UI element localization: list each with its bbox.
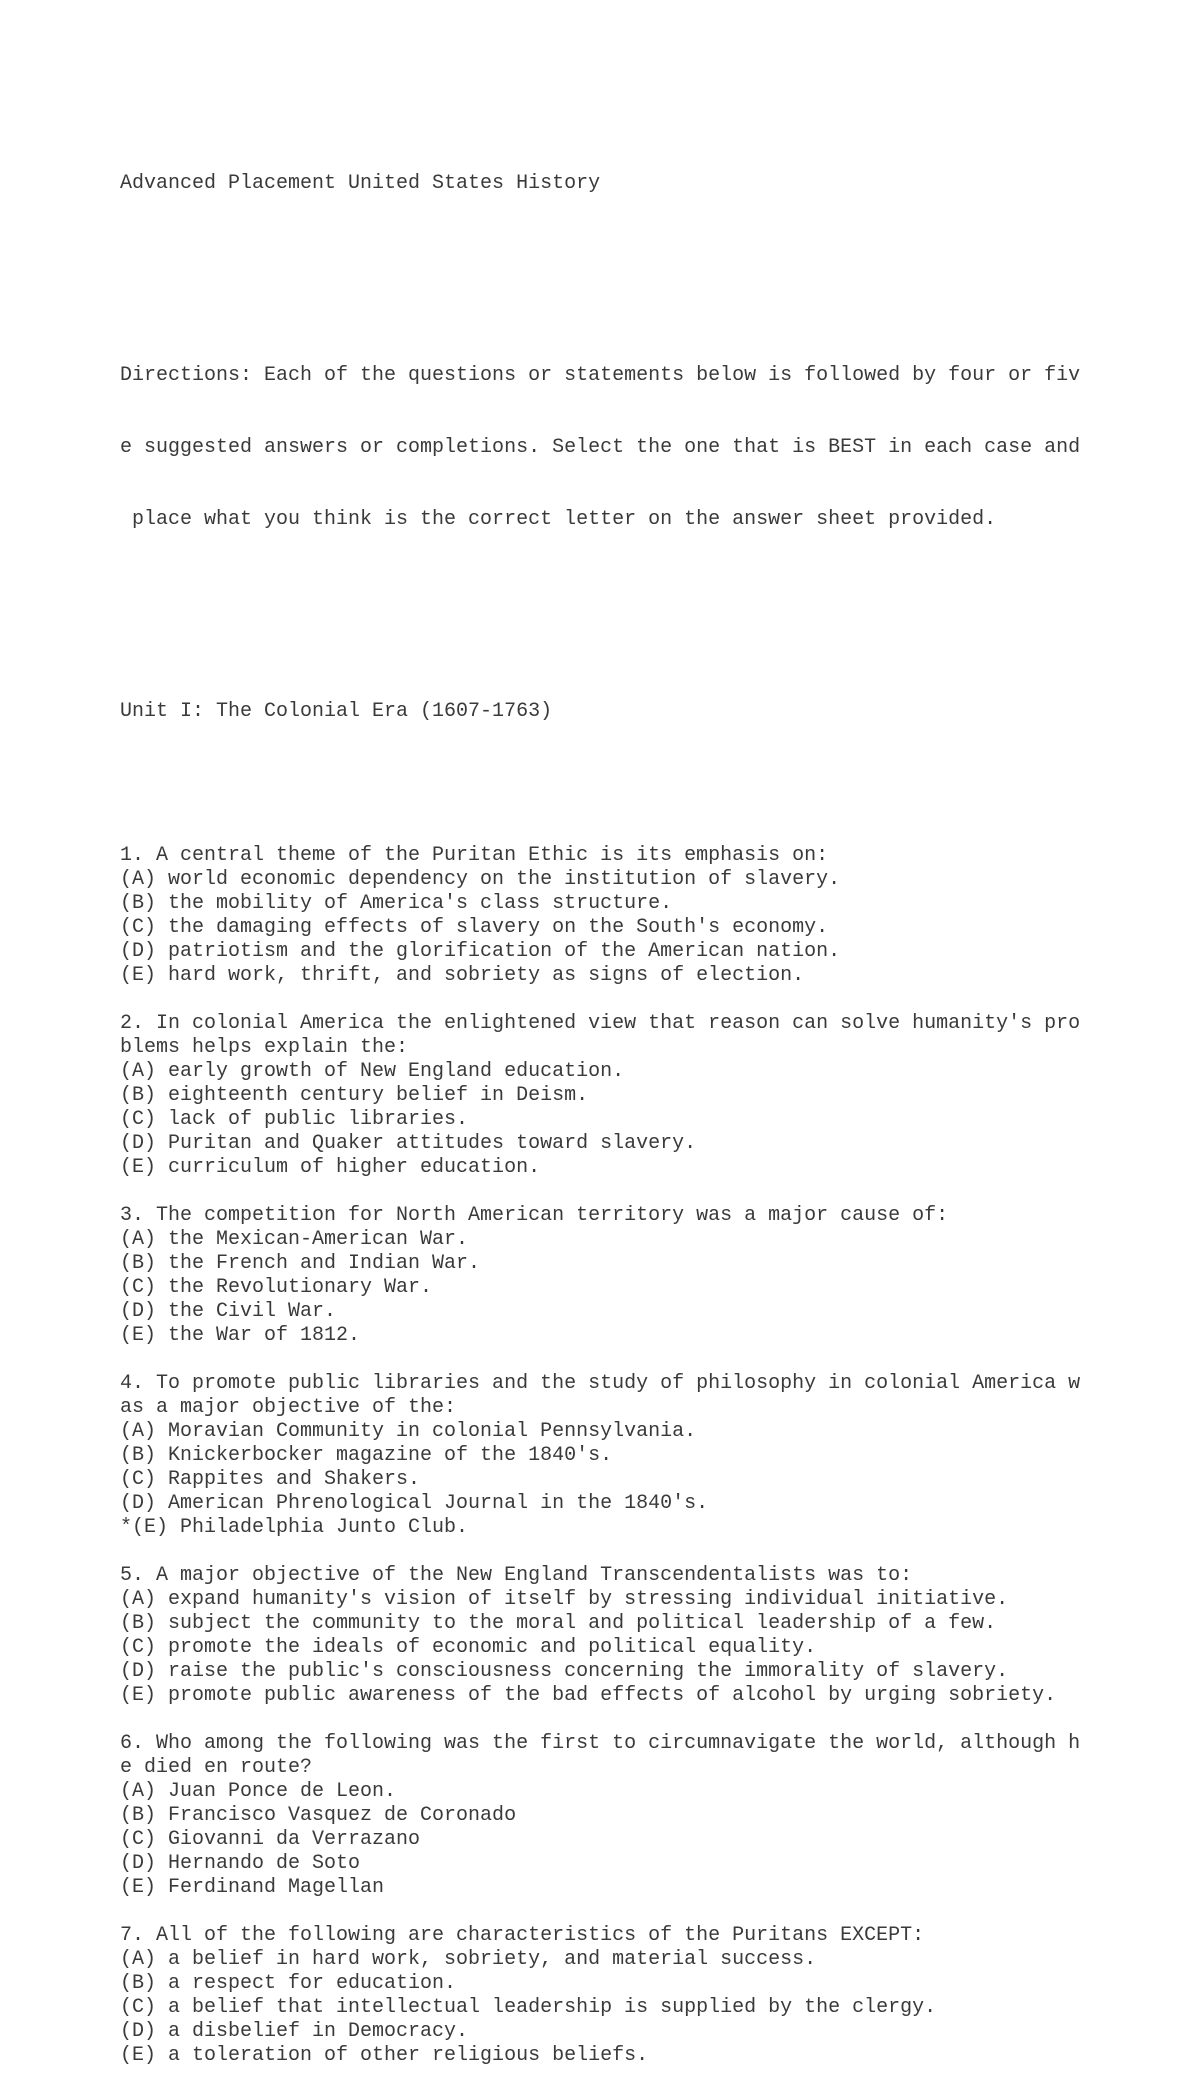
blank-line xyxy=(120,628,1100,652)
answer-choice: (B) a respect for education. xyxy=(120,1972,457,1995)
directions xyxy=(120,316,1100,580)
answer-choice: (C) the damaging effects of slavery on the South's economy. xyxy=(120,916,829,939)
answer-choice: (C) lack of public libraries. xyxy=(120,1108,469,1131)
answer-choice: (E) curriculum of higher education. xyxy=(120,1156,541,1179)
question-stem-line: 7. All of the following are characteristics of the Puritans EXCEPT: xyxy=(120,1924,925,1947)
blank-line xyxy=(120,1540,1100,1564)
question-2 xyxy=(120,1012,1100,1204)
course-title: Advanced Placement United States History xyxy=(120,172,601,195)
question-stem-line: as a major objective of the: xyxy=(120,1396,457,1419)
answer-choice: *(E) Philadelphia Junto Club. xyxy=(120,1516,469,1539)
blank-line xyxy=(120,772,1100,796)
question-list xyxy=(120,844,1100,2068)
answer-choice: (B) subject the community to the moral and political leadership of a few. xyxy=(120,1612,997,1635)
blank-line xyxy=(120,1348,1100,1372)
question-stem-line: 4. To promote public libraries and the study of philosophy in colonial America w xyxy=(120,1372,1081,1395)
answer-choice: (D) patriotism and the glorification of the American nation. xyxy=(120,940,841,963)
answer-choice: (A) expand humanity's vision of itself by stressing individual initiative. xyxy=(120,1588,1009,1611)
answer-choice: (D) raise the public's consciousness concerning the immorality of slavery. xyxy=(120,1660,1009,1683)
directions-line: Directions: Each of the questions or statements below is followed by four or fiv xyxy=(120,364,1081,387)
blank-line xyxy=(120,988,1100,1012)
question-stem-line: 6. Who among the following was the first to circumnavigate the world, although h xyxy=(120,1732,1081,1755)
answer-choice: (A) a belief in hard work, sobriety, and material success. xyxy=(120,1948,817,1971)
blank-line xyxy=(120,1900,1100,1924)
answer-choice: (C) Rappites and Shakers. xyxy=(120,1468,421,1491)
answer-choice: (C) Giovanni da Verrazano xyxy=(120,1828,421,1851)
blank-line xyxy=(120,244,1100,268)
question-stem-line: 3. The competition for North American territory was a major cause of: xyxy=(120,1204,949,1227)
question-6 xyxy=(120,1732,1100,1924)
answer-choice: (C) promote the ideals of economic and political equality. xyxy=(120,1636,817,1659)
answer-choice: (D) American Phrenological Journal in the 1840's. xyxy=(120,1492,709,1515)
question-stem-line: 1. A central theme of the Puritan Ethic is its emphasis on: xyxy=(120,844,829,867)
answer-choice: (B) Francisco Vasquez de Coronado xyxy=(120,1804,517,1827)
answer-choice: (C) a belief that intellectual leadership is supplied by the clergy. xyxy=(120,1996,937,2019)
answer-choice: (A) world economic dependency on the institution of slavery. xyxy=(120,868,841,891)
question-5 xyxy=(120,1564,1100,1732)
answer-choice: (B) Knickerbocker magazine of the 1840's. xyxy=(120,1444,613,1467)
blank-line xyxy=(120,1708,1100,1732)
blank-line xyxy=(120,1180,1100,1204)
answer-choice: (E) Ferdinand Magellan xyxy=(120,1876,385,1899)
question-stem-line: e died en route? xyxy=(120,1756,313,1779)
question-stem-line: blems helps explain the: xyxy=(120,1036,409,1059)
answer-choice: (E) hard work, thrift, and sobriety as signs of election. xyxy=(120,964,805,987)
question-7 xyxy=(120,1924,1100,2068)
answer-choice: (D) Hernando de Soto xyxy=(120,1852,361,1875)
directions-line: e suggested answers or completions. Select the one that is BEST in each case and xyxy=(120,436,1081,459)
unit-title: Unit I: The Colonial Era (1607-1763) xyxy=(120,700,553,723)
answer-choice: (E) promote public awareness of the bad effects of alcohol by urging sobriety. xyxy=(120,1684,1057,1707)
answer-choice: (B) eighteenth century belief in Deism. xyxy=(120,1084,589,1107)
directions-line: place what you think is the correct letter on the answer sheet provided. xyxy=(120,508,997,531)
answer-choice: (D) the Civil War. xyxy=(120,1300,337,1323)
answer-choice: (B) the French and Indian War. xyxy=(120,1252,481,1275)
question-1 xyxy=(120,844,1100,1012)
question-4 xyxy=(120,1372,1100,1564)
answer-choice: (A) Moravian Community in colonial Pennsylvania. xyxy=(120,1420,697,1443)
question-stem-line: 5. A major objective of the New England Transcendentalists was to: xyxy=(120,1564,913,1587)
answer-choice: (E) the War of 1812. xyxy=(120,1324,361,1347)
answer-choice: (A) Juan Ponce de Leon. xyxy=(120,1780,397,1803)
document-page xyxy=(120,124,1100,2092)
answer-choice: (C) the Revolutionary War. xyxy=(120,1276,433,1299)
answer-choice: (E) a toleration of other religious beliefs. xyxy=(120,2044,649,2067)
question-stem-line: 2. In colonial America the enlightened view that reason can solve humanity's pro xyxy=(120,1012,1081,1035)
answer-choice: (A) early growth of New England education. xyxy=(120,1060,625,1083)
question-3 xyxy=(120,1204,1100,1372)
answer-choice: (B) the mobility of America's class structure. xyxy=(120,892,673,915)
answer-choice: (A) the Mexican-American War. xyxy=(120,1228,469,1251)
answer-choice: (D) Puritan and Quaker attitudes toward slavery. xyxy=(120,1132,697,1155)
answer-choice: (D) a disbelief in Democracy. xyxy=(120,2020,469,2043)
